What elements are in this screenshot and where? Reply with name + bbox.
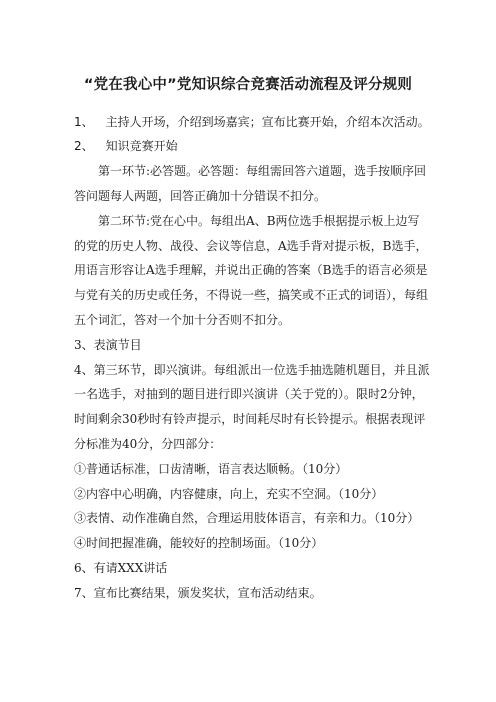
item4-line: 分标准为40分，分四部分：	[74, 437, 222, 451]
criterion-2: ②内容中心明确，内容健康，向上，充实不空洞。（10分）	[74, 487, 384, 501]
list-item-1	[74, 114, 430, 130]
list-item-2	[74, 138, 178, 154]
round2-line: 用语言形容让A选手理解，并说出正确的答案（B选手的语言必须是	[74, 263, 428, 277]
round1-line: 第一环节:必答题。必答题：每组需回答六道题，选手按顺序回	[98, 164, 427, 178]
item4-line: 4、第三环节，即兴演讲。每组派出一位选手抽选随机题目，并且派	[74, 363, 430, 377]
round1-line: 答问题每人两题，回答正确加十分错误不扣分。	[74, 189, 327, 203]
item-text: 主持人开场，介绍到场嘉宾；宣布比赛开始，介绍本次活动。	[105, 115, 430, 129]
round2-line: 的党的历史人物、战役、会议等信息，A选手背对提示板，B选手，	[74, 239, 428, 253]
criterion-3: ③表情、动作准确自然，合理运用肢体语言，有亲和力。（10分）	[74, 511, 420, 525]
round2-line: 与党有关的历史或任务，不得说一些，搞笑或不正式的词语），每组	[74, 288, 429, 302]
item-text: 知识竞赛开始	[105, 139, 178, 153]
document-title: “党在我心中”党知识综合竞赛活动流程及评分规则	[83, 77, 413, 93]
round2-line: 五个词汇，答对一个加十分否则不扣分。	[74, 313, 291, 327]
item4-line: 一名选手，对抽到的题目进行即兴演讲（关于党的）。限时2分钟，	[74, 387, 424, 401]
item4-line: 时间剩余30秒时有铃声提示，时间耗尽时有长铃提示。根据表现评	[74, 412, 426, 426]
round2-line: 第二环节:党在心中。每组出A、B两位选手根据提示板上边写	[98, 214, 420, 228]
criterion-1: ①普通话标准，口齿清晰，语言表达顺畅。（10分）	[74, 462, 348, 476]
criterion-4: ④时间把握准确，能较好的控制场面。（10分）	[74, 536, 324, 550]
list-item-6: 6、有请XXX讲话	[74, 561, 168, 575]
list-item-3: 3、表演节目	[74, 338, 142, 352]
list-item-7: 7、宣布比赛结果，颁发奖状，宣布活动结束。	[74, 586, 322, 600]
item-number: 1、	[74, 115, 94, 129]
item-number: 2、	[74, 139, 94, 153]
